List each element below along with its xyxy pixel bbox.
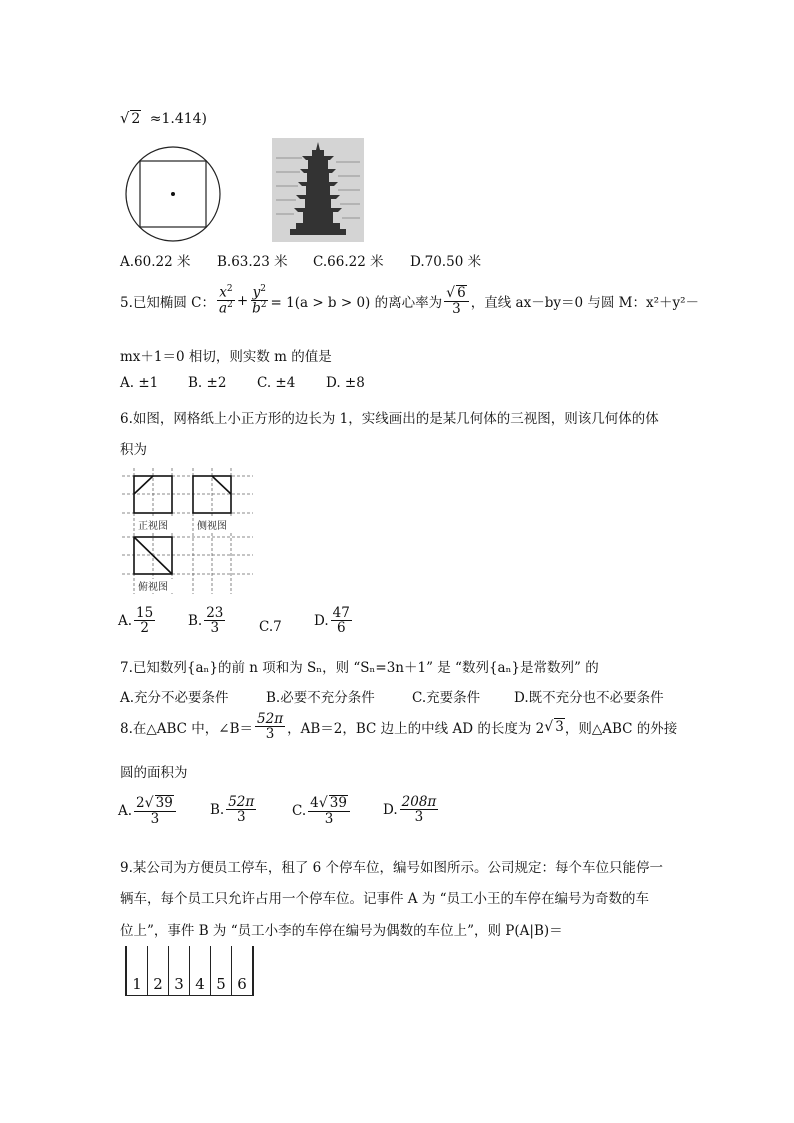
three-view-figure [120, 466, 255, 596]
q8-angle-b: $\frac{52\pi}{3}$ [257, 711, 284, 743]
q5-x-over-a: $\frac{x^2}{a^2}$ [219, 284, 233, 317]
q7-option-d: D.既不充分也不必要条件 [514, 690, 664, 706]
q5-prefix: 5.已知椭圆 C： [120, 294, 216, 311]
q5-option-a: A. ±1 [120, 375, 159, 391]
parking-spot: 5 [210, 946, 231, 995]
q5-eccentricity: $\frac{√ 6}{3}$ [444, 285, 469, 316]
q9-stem-line1: 9.某公司为方便员工停车，租了 6 个停车位，编号如图所示。公司规定：每个车位只能停一 [120, 860, 664, 876]
q8-stem-line1: 8.在△ABC 中，∠B＝ $\frac{52\pi}{3}$ ，AB＝2，BC 边上的中线 AD 的长度为 2 √ 3 ，则△ABC 的外接 [120, 711, 678, 743]
side-view-label: 侧视图 [197, 521, 227, 532]
q7-option-b: B.必要不充分条件 [266, 690, 375, 706]
q5-eq1: = 1(a > b > 0) 的离心率为 [270, 294, 443, 311]
parking-spots [125, 946, 254, 996]
q7-option-c: C.充要条件 [412, 690, 481, 706]
parking-spot: 4 [189, 946, 210, 995]
q8-option-a: A. $\frac{2√ 39}{3}$ [118, 795, 178, 826]
q5-option-b: B. ±2 [188, 375, 227, 391]
q8-option-b: B. $\frac{52\pi}{3}$ [210, 794, 255, 826]
q4-option-a: A.60.22 米 [120, 254, 191, 270]
q5-option-c: C. ±4 [257, 375, 296, 391]
sqrt-approx-line: √ 2 ≈1.414) [120, 110, 208, 127]
q5-suffix: ，直线 ax－by＝0 与圆 M：x²＋y²－ [470, 294, 700, 311]
q5-stem-line2: mx＋1＝0 相切，则实数 m 的值是 [120, 349, 332, 365]
pagoda-photo [272, 138, 364, 242]
q4-option-d: D.70.50 米 [410, 254, 482, 270]
q5-option-d: D. ±8 [326, 375, 365, 391]
q5-y-over-b: $\frac{y^2}{b^2}$ [252, 284, 267, 317]
circle-square-figure [120, 140, 230, 250]
q7-option-a: A.充分不必要条件 [120, 690, 229, 706]
q6-stem-line1: 6.如图，网格纸上小正方形的边长为 1，实线画出的是某几何体的三视图，则该几何体的体 [120, 411, 659, 427]
q8-option-c: C. $\frac{4√ 39}{3}$ [292, 795, 352, 826]
q6-option-c: C.7 [259, 619, 282, 635]
q6-option-a: A. $\frac{15}{2}$ [118, 605, 154, 637]
q6-option-d: D. $\frac{47}{6}$ [314, 605, 350, 637]
front-view-label: 正视图 [138, 521, 168, 532]
q9-stem-line2: 辆车，每个员工只允许占用一个停车位。记事件 A 为 “员工小王的车停在编号为奇数的车 [120, 891, 650, 907]
approx-text: ≈1.414) [149, 111, 208, 127]
q4-option-c: C.66.22 米 [313, 254, 384, 270]
top-view-label: 俯视图 [138, 582, 168, 593]
sqrt-value: 2 [131, 111, 141, 127]
q7-stem: 7.已知数列{aₙ}的前 n 项和为 Sₙ，则 “Sₙ=3n＋1” 是 “数列{aₙ}是常数列” 的 [120, 660, 599, 676]
q4-option-b: B.63.23 米 [217, 254, 288, 270]
parking-spot: 2 [147, 946, 168, 995]
q6-option-b: B. $\frac{23}{3}$ [188, 605, 224, 637]
q5-stem-line1: 5.已知椭圆 C： $\frac{x^2}{a^2}$ + $\frac{y^2}{b^2}$ = 1(a > b > 0) 的离心率为 $\frac{√ 6}{3}$ ，直线 ax－by＝0 与圆 M：x²＋y²－ [120, 284, 700, 317]
q9-stem-line3: 位上”，事件 B 为 “员工小李的车停在编号为偶数的车位上”，则 P(A|B)＝ [120, 923, 563, 939]
q8-stem-line2: 圆的面积为 [120, 765, 188, 781]
q8-option-d: D. $\frac{208\pi}{3}$ [383, 794, 437, 826]
parking-spot: 6 [231, 946, 253, 995]
q6-stem-line2: 积为 [120, 442, 147, 458]
parking-spot: 1 [126, 946, 147, 995]
parking-spot: 3 [168, 946, 189, 995]
